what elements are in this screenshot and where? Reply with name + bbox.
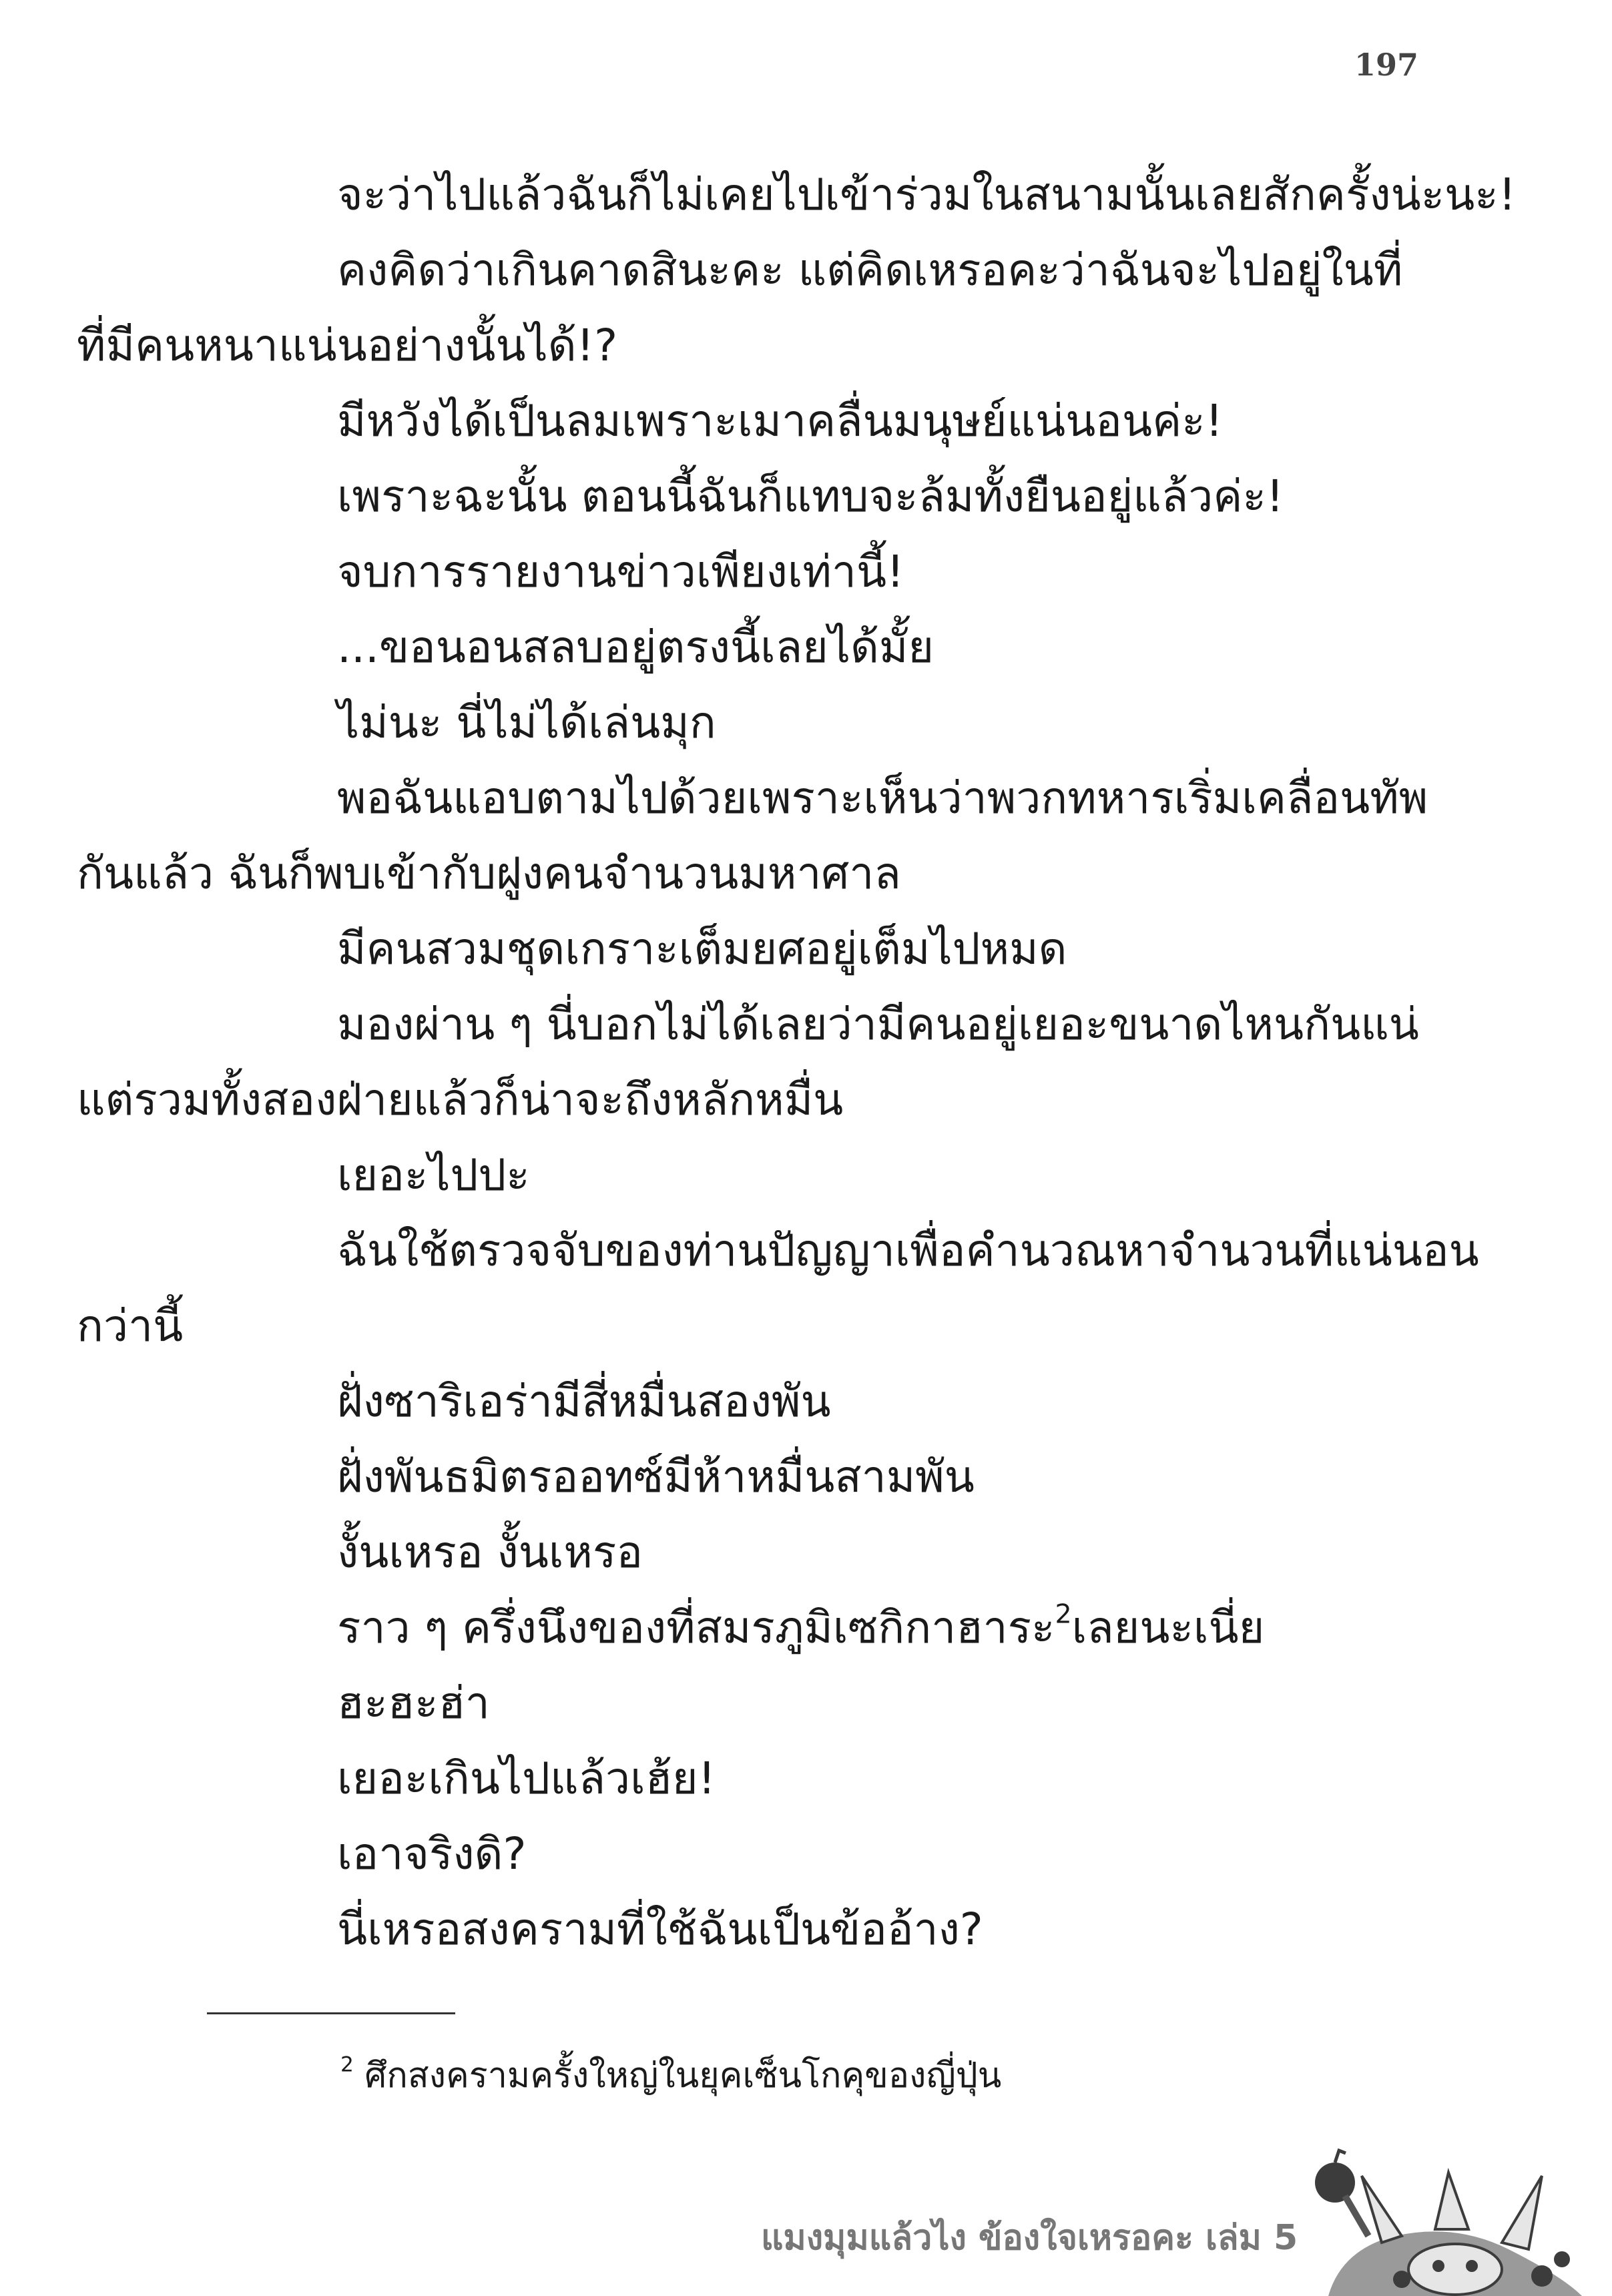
paragraph (207, 157, 1517, 232)
text-line: ที่มีคนหนาแน่นอย่างนั้นได้!? (77, 320, 618, 371)
text-line (207, 1590, 1422, 1665)
paragraph (207, 1665, 1422, 1741)
text-line: กันแล้ว ฉันก็พบเข้ากับฝูงคนจำนวนมหาศาล (77, 848, 901, 899)
paragraph (207, 911, 1422, 986)
text-line: นี่เหรอสงครามที่ใช้ฉันเป็นข้ออ้าง? (337, 1904, 983, 1955)
text-line: คงคิดว่าเกินคาดสินะคะ แต่คิดเหรอคะว่าฉันจะไปอยู่ในที่ (337, 244, 1403, 296)
text-line: ฝั่งซาริเอร่ามีสี่หมื่นสองพัน (337, 1376, 831, 1427)
footnote (340, 2052, 1001, 2099)
paragraph (207, 1892, 1422, 1967)
paragraph (207, 1816, 1422, 1892)
text-line: มีคนสวมชุดเกราะเต็มยศอยู่เต็มไปหมด (337, 923, 1067, 974)
text-line: ฉันใช้ตรวจจับของท่านปัญญาเพื่อคำนวณหาจำนวนที่แน่นอน (337, 1225, 1479, 1276)
paragraph (77, 1213, 1479, 1364)
paragraph (77, 760, 1428, 911)
text-line: เพราะฉะนั้น ตอนนี้ฉันก็แทบจะล้มทั้งยืนอยู่แล้วค่ะ! (337, 471, 1284, 522)
text-line: งั้นเหรอ งั้นเหรอ (337, 1526, 643, 1578)
paragraph (207, 383, 1422, 459)
text-line: เยอะไปปะ (337, 1149, 530, 1201)
text-line: จะว่าไปแล้วฉันก็ไม่เคยไปเข้าร่วมในสนามนั้นเลยสักครั้งน่ะนะ! (337, 169, 1517, 220)
paragraph (207, 685, 1422, 760)
text-line: เอาจริงดิ? (337, 1828, 527, 1880)
text-line: ฝั่งพันธมิตรออทซ์มีห้าหมื่นสามพัน (337, 1451, 975, 1502)
paragraph (207, 1514, 1422, 1590)
text-line: พอฉันแอบตามไปด้วยเพราะเห็นว่าพวกทหารเริ่มเคลื่อนทัพ (337, 772, 1428, 824)
footnote-marker: 2 (340, 2052, 354, 2077)
text-line: ฮะฮะฮ่า (337, 1677, 490, 1729)
paragraph-text: เลยนะเนี่ย (1071, 1602, 1265, 1653)
paragraph (77, 232, 1422, 383)
paragraph (207, 1364, 1422, 1439)
paragraph (207, 1137, 1422, 1213)
text-line: แต่รวมทั้งสองฝ่ายแล้วก็น่าจะถึงหลักหมื่น (77, 1074, 844, 1125)
spider-mascot-icon (1288, 2136, 1612, 2296)
body-text (77, 157, 1517, 1967)
paragraph (207, 1590, 1422, 1665)
text-line: กว่านี้ (77, 1300, 184, 1352)
paragraph-text: ราว ๆ ครึ่งนึงของที่สมรภูมิเซกิกาฮาระ (337, 1602, 1055, 1653)
text-line: เยอะเกินไปแล้วเฮ้ย! (337, 1753, 716, 1804)
paragraph (207, 1741, 1422, 1816)
text-line: ไม่นะ นี่ไม่ได้เล่นมุก (337, 697, 716, 748)
text-line: ...ขอนอนสลบอยู่ตรงนี้เลยได้มั้ย (337, 621, 934, 673)
paragraph (207, 534, 1422, 609)
footnote-text: ศึกสงครามครั้งใหญ่ในยุคเซ็นโกคุของญี่ปุ่น (364, 2056, 1002, 2096)
text-line: มีหวังได้เป็นลมเพราะเมาคลื่นมนุษย์แน่นอนค่ะ! (337, 395, 1224, 447)
footnote-divider (207, 2012, 455, 2014)
text-line: มองผ่าน ๆ นี่บอกไม่ได้เลยว่ามีคนอยู่เยอะขนาดไหนกันแน่ (337, 998, 1419, 1050)
paragraph (207, 1439, 1422, 1514)
running-footer: แมงมุมแล้วไง ข้องใจเหรอคะ เล่ม 5 (761, 2218, 1298, 2258)
paragraph (207, 459, 1422, 534)
paragraph (77, 986, 1422, 1137)
footnote-reference[interactable]: 2 (1055, 1599, 1072, 1630)
text-line: จบการรายงานข่าวเพียงเท่านี้! (337, 546, 904, 597)
paragraph (207, 609, 1422, 685)
page-number: 197 (1354, 47, 1418, 83)
